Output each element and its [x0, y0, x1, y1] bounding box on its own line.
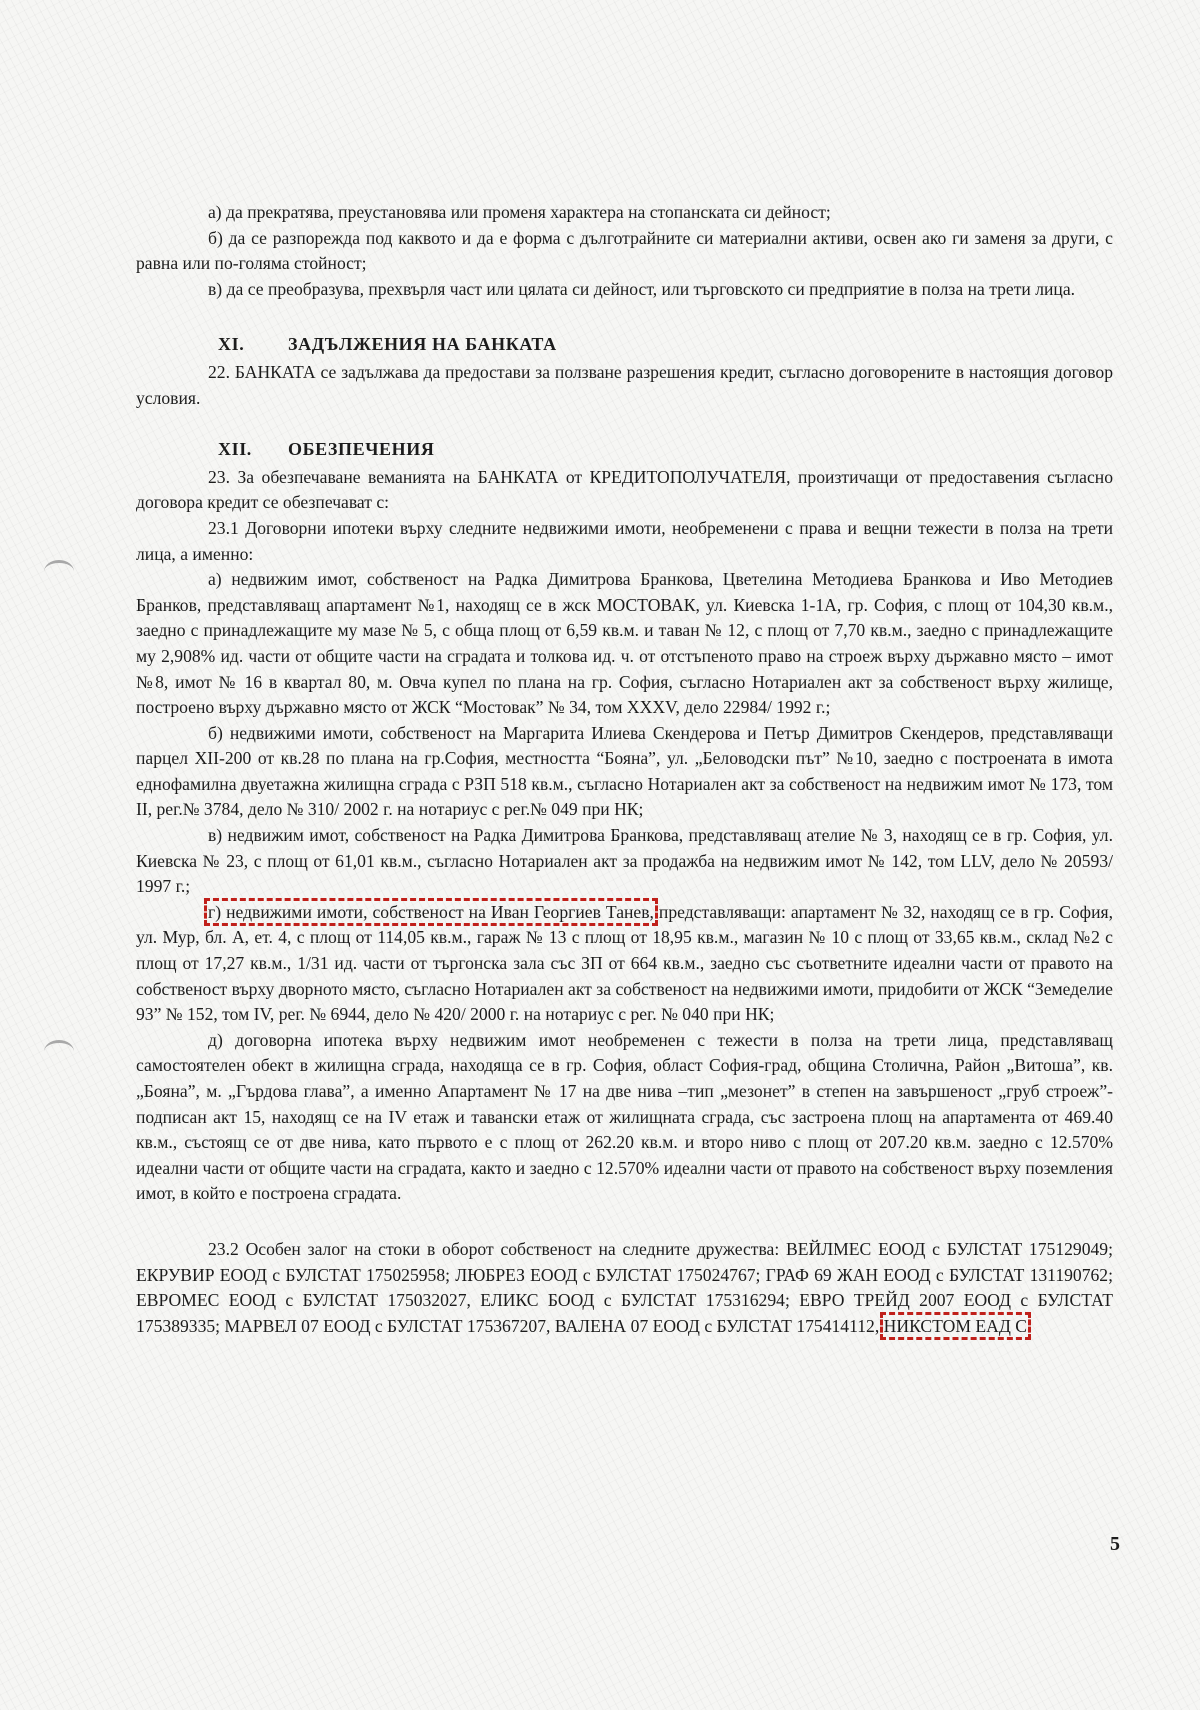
punch-hole-mark — [44, 1040, 74, 1063]
punch-hole-mark — [44, 560, 74, 583]
section-xii-heading — [136, 437, 1113, 463]
paragraph-22: 22. БАНКАТА се задължава да предостави за ползване разрешения кредит, съгласно договорените в настоящия договор условия. — [136, 361, 1113, 408]
document-body — [136, 200, 1113, 1339]
paragraph-b-top: б) да се разпорежда под каквото и да е форма с дълготрайните си материални активи, освен ако ги заменя за други, с равна или по-голяма стойност; — [136, 227, 1113, 274]
section-xii-number: XII. — [218, 439, 252, 460]
paragraph-a-top: а) да прекратява, преустановява или променя характера на стопанската си дейност; — [208, 202, 831, 222]
highlighted-owner-name: г) недвижими имоти, собственост на Иван Георгиев Танев, — [208, 901, 654, 922]
paragraph-23-1-v: в) недвижим имот, собственост на Радка Димитрова Бранкова, представляващ ателие № 3, находящ се в гр. София, ул. Киевска № 23, с площ от 61,01 кв.м., съгласно Нотариален акт за продажба на недвижим имот № 142, том LLV, дело № 20593/ 1997 г.; — [136, 825, 1113, 897]
paragraph-23-2 — [136, 1237, 1113, 1339]
section-xi-number: XI. — [218, 334, 245, 355]
section-xii-title: ОБЕЗПЕЧЕНИЯ — [288, 439, 435, 460]
page-number: 5 — [1110, 1533, 1120, 1555]
paragraph-23-2-text: 23.2 Особен залог на стоки в оборот собственост на следните дружества: ВЕЙЛМЕС ЕООД с БУЛСТАТ 175129049; ЕКРУВИР ЕООД с БУЛСТАТ 175025958; ЛЮБРЕЗ ЕООД с БУЛСТАТ 175024767; ГРАФ 69 ЖАН ЕООД с БУЛСТАТ 131190762; ЕВРОМЕС ЕООД с БУЛСТАТ 175032027, ЕЛИКС БООД с БУЛСТАТ 175316294; ЕВРО ТРЕЙД 2007 ЕООД с БУЛСТАТ 175389335; МАРВЕЛ 07 ЕООД с БУЛСТАТ 175367207, ВАЛЕНА 07 ЕООД с БУЛСТАТ 175414112, — [136, 1238, 1113, 1336]
paragraph-23-1-d: д) договорна ипотека върху недвижим имот необременен с тежести в полза на трети лица, представляващ самостоятелен обект в жилищна сграда, находяща се в гр. София, област София-град, община Столична, Район „Витоша”, кв. „Бояна”, м. „Гърдова глава”, а именно Апартамент № 17 на две нива –тип „мезонет” в степен на завършеност „груб строеж”- подписан акт 15, находящ се на IV етаж и тавански етаж от жилищната сграда, със застроена площ на апартамента от 469.40 кв.м., състоящ се от две нива, като първото е с площ от 262.20 кв.м. и второ ниво с площ от 207.20 кв.м. заедно с 12.570% идеални части от общите части на сградата, както и заедно с 12.570% идеални части от правото на собственост върху поземления имот, в който е построена сградата. — [136, 1029, 1113, 1204]
paragraph-23-1-a: а) недвижим имот, собственост на Радка Димитрова Бранкова, Цветелина Методиева Бранкова и Иво Методиев Бранков, представляващ апартамент №1, находящ се в жск МОСТОВАК, ул. Киевска 1-1А, гр. София, с площ от 104,30 кв.м., заедно с принадлежащите му мазе № 5, с обща площ от 6,59 кв.м. и таван № 12, с площ от 7,70 кв.м., заедно с принадлежащите му 2,908% ид. части от общите части на сградата и толкова ид. ч. от отстъпеното право на строеж върху държавно място – имот №8, имот № 16 в квартал 80, м. Овча купел по плана на гр. София, съгласно Нотариален акт за собственост върху жилище, построено върху държавно място от ЖСК “Мостовак” № 34, том XXXV, дело 22984/ 1992 г.; — [136, 569, 1113, 718]
section-xi-heading — [136, 332, 1113, 358]
paragraph-23-1: 23.1 Договорни ипотеки върху следните недвижими имоти, необременени с права и вещни тежести в полза на трети лица, а именно: — [136, 517, 1113, 564]
paragraph-23-1-b: б) недвижими имоти, собственост на Маргарита Илиева Скендерова и Петър Димитров Скендеров, представляващи парцел XII-200 от кв.28 по плана на гр.София, местността “Бояна”, ул. „Беловодски път” №10, заедно с построената в имота еднофамилна двуетажна жилищна сграда с РЗП 518 кв.м., съгласно Нотариален акт за собственост на недвижим имот № 173, том II, рег.№ 3784, дело № 310/ 2002 г. на нотариус с рег.№ 049 при НК; — [136, 722, 1113, 820]
paragraph-23-1-g — [136, 900, 1113, 1028]
paragraph-23: 23. За обезпечаване веманията на БАНКАТА от КРЕДИТОПОЛУЧАТЕЛЯ, произтичащи от предоставения съгласно договора кредит се обезпечават с: — [136, 466, 1113, 513]
paragraph-v-top: в) да се преобразува, прехвърля част или цялата си дейност, или търговското си предприятие в полза на трети лица. — [208, 278, 1076, 299]
section-xi-title: ЗАДЪЛЖЕНИЯ НА БАНКАТА — [288, 334, 557, 355]
paragraph-23-1-g-rest: представляващи: апартамент № 32, находящ се в гр. София, ул. Мур, бл. А, ет. 4, с площ от 114,05 кв.м., гараж № 13 с площ от 18,95 кв.м., магазин № 10 с площ от 33,65 кв.м., склад №2 с площ от 17,27 кв.м., 1/31 ид. части от търгонска зала със ЗП от 664 кв.м., заедно със съответните идеални части от правото на собственост върху дворното място, съгласно Нотариален акт за собственост на недвижими имоти, придобити от ЖСК “Земеделие 93” № 152, том IV, рег. № 6944, дело № 420/ 2000 г. на нотариус с рег. № 040 при НК; — [136, 901, 1113, 1025]
highlighted-company-name: НИКСТОМ ЕАД С — [883, 1315, 1027, 1336]
